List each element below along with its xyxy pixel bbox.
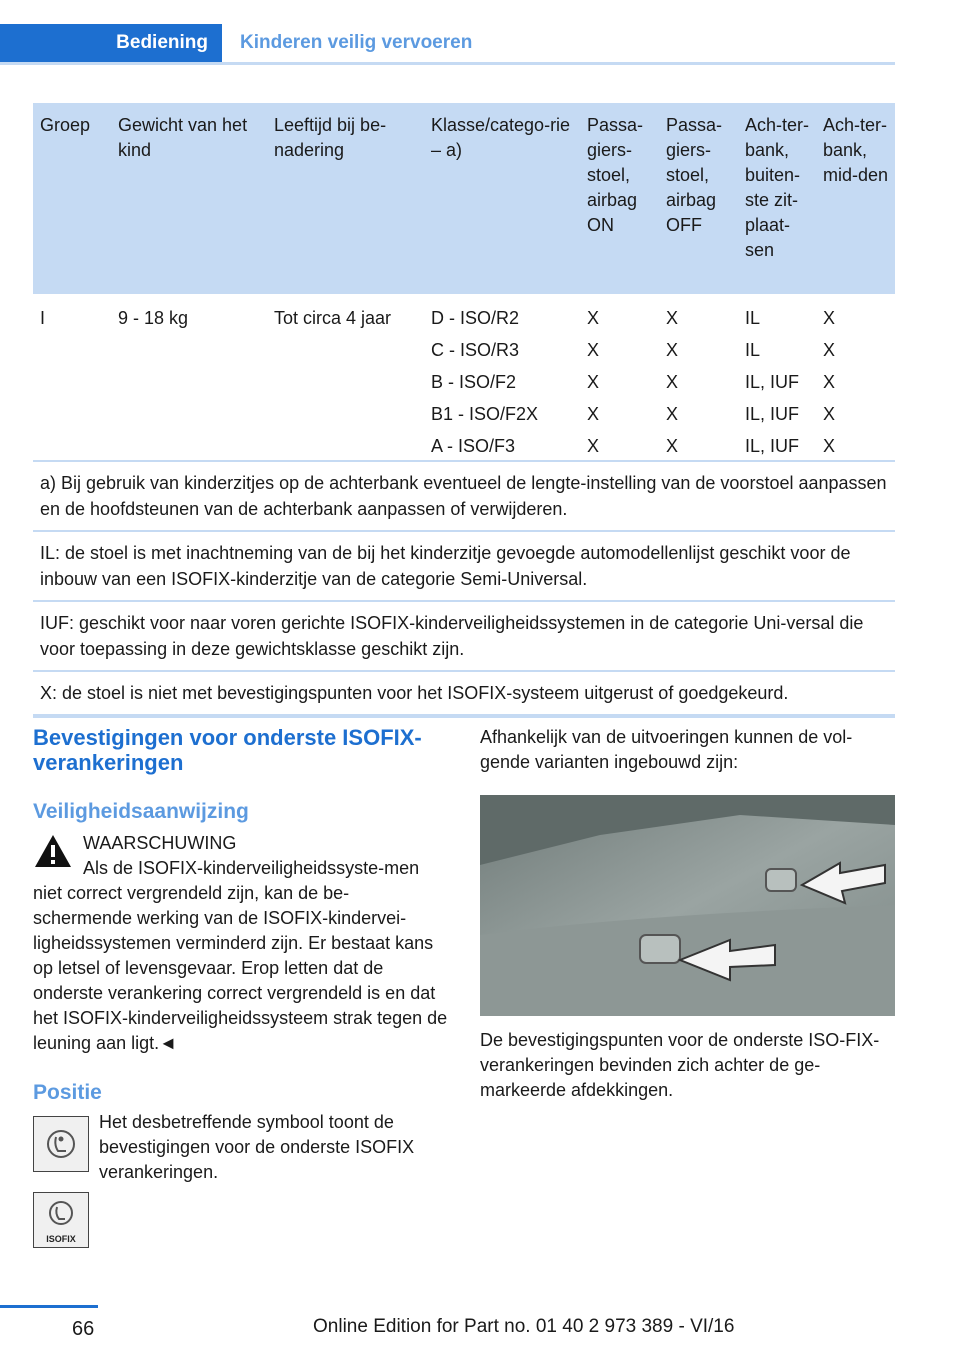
table-row: B - ISO/F2 <box>431 372 517 392</box>
table-body <box>33 294 895 462</box>
left-column <box>33 725 448 1255</box>
cell-class-list <box>431 302 538 462</box>
cell-rear-middle-list <box>823 302 835 462</box>
chapter-title[interactable]: Kinderen veilig vervoeren <box>240 32 473 53</box>
intro-text: Afhankelijk van de uitvoeringen kunnen de vol-gende varianten ingebouwd zijn: <box>480 727 853 772</box>
photo-caption: De bevestigingspunten voor de onderste ISO-FIX-verankeringen bevinden zich achter de ge-markeerde afdekkingen. <box>480 1030 880 1100</box>
table-cell: X <box>666 340 679 360</box>
table-cell: X <box>587 372 600 392</box>
table-cell: X <box>666 436 679 456</box>
page-number: 66 <box>72 1318 95 1340</box>
table-cell: IL, IUF <box>745 372 800 392</box>
cell-airbag-on-list <box>587 302 599 462</box>
cell-age: Tot circa 4 jaar <box>274 308 392 328</box>
table-row: B1 - ISO/F2X <box>431 404 539 424</box>
cell-rear-outer-list <box>745 302 799 462</box>
table-row: C - ISO/R3 <box>431 340 520 360</box>
header-group: Groep <box>40 115 91 135</box>
table-cell: X <box>823 340 836 360</box>
table-footnote: IUF: geschikt voor naar voren gerichte ISOFIX-kinderveiligheidssystemen in de categorie Uni-versal die voor toepassing in deze gewichtsklasse geschikt zijn. <box>33 602 895 672</box>
table-header <box>33 103 895 294</box>
table-cell: IL <box>745 308 761 328</box>
isofix-table <box>33 103 895 718</box>
table-cell: X <box>823 404 836 424</box>
right-column <box>480 725 895 1103</box>
safety-heading: Veiligheidsaanwijzing <box>33 800 249 823</box>
table-cell: IL, IUF <box>745 436 800 456</box>
table-cell: X <box>587 340 600 360</box>
edition-text: Online Edition for Part no. 01 40 2 973 389 - VI/16 <box>313 1316 735 1337</box>
table-row: A - ISO/F3 <box>431 436 516 456</box>
section-tab[interactable]: Bediening <box>0 24 222 62</box>
header-rear-middle: Ach-ter-bank, mid-den <box>823 115 889 185</box>
table-cell: X <box>823 372 836 392</box>
table-cell: X <box>823 436 836 456</box>
table-cell: X <box>666 308 679 328</box>
warning-icon <box>33 833 73 869</box>
table-footnote: a) Bij gebruik van kinderzitjes op de achterbank eventueel de lengte-instelling van de voorstoel aanpassen en de hoofdsteunen van de achterbank aanpassen of verwijderen. <box>33 462 895 532</box>
cell-group: I <box>40 308 46 328</box>
header-rear-outer: Ach-ter-bank, buiten-ste zit-plaat-sen <box>745 115 810 260</box>
position-text: Het desbetreffende symbool toont de bevestigingen voor de onderste ISOFIX verankeringen. <box>99 1112 415 1182</box>
warning-text: Als de ISOFIX-kinderveiligheidssyste-men niet correct vergrendeld zijn, kan de be-schermende werking van de ISOFIX-kindervei-ligheidssystemen verminderd zijn. Er bestaat kans op letsel of levensgevaar. Erop letten dat de onderste verankering correct vergrendeld is en dat het ISOFIX-kinderveiligheidssysteem strak tegen de leuning aan ligt.◄ <box>33 858 448 1053</box>
isofix-symbol-icon <box>33 1192 89 1248</box>
table-cell: IL <box>745 340 761 360</box>
cell-airbag-off-list <box>666 302 678 462</box>
position-block <box>33 1110 448 1255</box>
table-cell: X <box>823 308 836 328</box>
warning-label: WAARSCHUWING <box>83 833 237 853</box>
table-row: D - ISO/R2 <box>431 308 520 328</box>
footer-rule <box>0 1305 98 1308</box>
table-cell: X <box>587 404 600 424</box>
cell-weight: 9 - 18 kg <box>118 308 189 328</box>
position-heading: Positie <box>33 1081 102 1104</box>
table-cell: X <box>666 372 679 392</box>
table-cell: IL, IUF <box>745 404 800 424</box>
page-header <box>0 24 895 65</box>
section-heading: Bevestigingen voor onderste ISOFIX-verankeringen <box>33 725 422 775</box>
header-class: Klasse/catego-rie – a) <box>431 115 571 160</box>
table-cell: X <box>587 308 600 328</box>
header-age: Leeftijd bij be-nadering <box>274 115 387 160</box>
header-airbag-off: Passa-giers-stoel, airbag OFF <box>666 115 723 235</box>
table-cell: X <box>587 436 600 456</box>
table-footnote: X: de stoel is niet met bevestigingspunten voor het ISOFIX-systeem uitgerust of goedgekeurd. <box>33 672 895 718</box>
table-cell: X <box>666 404 679 424</box>
warning-block <box>33 831 448 1056</box>
header-weight: Gewicht van het kind <box>118 115 248 160</box>
header-airbag-on: Passa-giers-stoel, airbag ON <box>587 115 644 235</box>
table-footnote: IL: de stoel is met inachtneming van de bij het kinderzitje gevoegde automodellenlijst geschikt voor de inbouw van een ISOFIX-kinderzitje van de categorie Semi-Universal. <box>33 532 895 602</box>
child-seat-symbol-icon <box>33 1116 89 1172</box>
rear-seat-photo <box>480 795 895 1016</box>
isofix-label: ISOFIX <box>46 1234 76 1244</box>
